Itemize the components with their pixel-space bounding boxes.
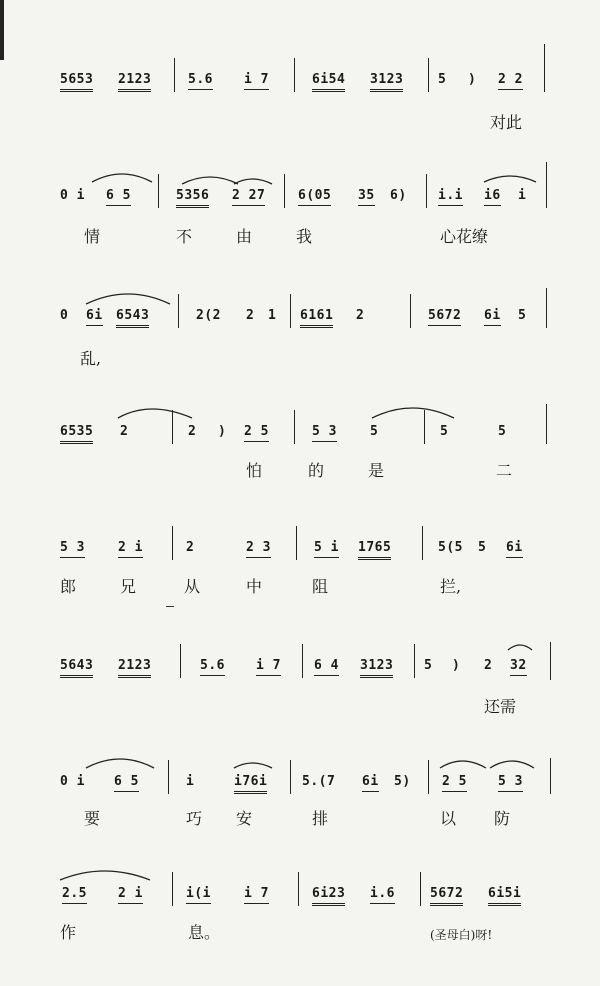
lyric: 阻 bbox=[312, 577, 329, 596]
barline bbox=[178, 294, 179, 328]
note-group: 2 bbox=[188, 424, 197, 439]
barline bbox=[172, 410, 173, 444]
note-group: 2.5 bbox=[62, 886, 87, 904]
note-group: 2 5 bbox=[244, 424, 269, 442]
note-group: 2 2 bbox=[498, 72, 523, 90]
note-group: 2 27 bbox=[232, 188, 265, 206]
lyric: 巧 bbox=[186, 809, 203, 828]
barline bbox=[424, 410, 425, 444]
note-group: 6 5 bbox=[106, 188, 131, 206]
note-group: 6i bbox=[362, 774, 379, 792]
barline bbox=[544, 44, 545, 92]
note-group: 0 i bbox=[60, 188, 85, 203]
barline bbox=[172, 872, 173, 906]
barline bbox=[422, 526, 423, 560]
barline bbox=[546, 288, 547, 328]
barline bbox=[298, 872, 299, 906]
lyric: 不 bbox=[176, 227, 193, 246]
note-group: 6i bbox=[484, 308, 501, 326]
barline bbox=[172, 526, 173, 560]
note-group: ) bbox=[218, 424, 227, 439]
lyric: 怕 bbox=[246, 461, 263, 480]
note-group: i76i bbox=[234, 774, 267, 794]
note-group: 2 i bbox=[118, 540, 143, 558]
note-group: i 7 bbox=[256, 658, 281, 676]
note-group: 5 i bbox=[314, 540, 339, 558]
barline bbox=[414, 644, 415, 678]
note-group: 6i5i bbox=[488, 886, 521, 906]
note-group: 5 3 bbox=[498, 774, 523, 792]
note-group: 5 bbox=[498, 424, 507, 439]
note-group: 5.6 bbox=[188, 72, 213, 90]
note-group: 5 3 bbox=[312, 424, 337, 442]
barline bbox=[546, 162, 547, 208]
note-group: 2123 bbox=[118, 658, 151, 678]
note-group: 2 bbox=[246, 308, 255, 323]
note-group: 6i54 bbox=[312, 72, 345, 92]
note-group: 5 bbox=[478, 540, 487, 555]
barline bbox=[168, 760, 169, 794]
note-group: 5 bbox=[424, 658, 433, 673]
notation-line bbox=[0, 288, 600, 328]
note-group: 0 i bbox=[60, 774, 85, 789]
notation-line bbox=[0, 754, 600, 794]
note-group: 5672 bbox=[428, 308, 461, 326]
spoken-direction: (圣母白)呀! bbox=[430, 928, 493, 942]
note-group: 32 bbox=[510, 658, 527, 676]
note-group: 6161 bbox=[300, 308, 333, 328]
barline bbox=[546, 404, 547, 444]
barline bbox=[294, 410, 295, 444]
barline bbox=[410, 294, 411, 328]
note-group: 6535 bbox=[60, 424, 93, 444]
note-group: 2123 bbox=[118, 72, 151, 92]
note-group: 6i bbox=[86, 308, 103, 326]
note-group: 5672 bbox=[430, 886, 463, 906]
lyric: 以 bbox=[440, 809, 457, 828]
lyric: 安 bbox=[236, 809, 253, 828]
note-group: 6i bbox=[506, 540, 523, 558]
lyric: 的 bbox=[308, 461, 325, 480]
note-group: 6 4 bbox=[314, 658, 339, 676]
lyric: 要 bbox=[84, 809, 101, 828]
lyric: 从 bbox=[184, 577, 201, 596]
barline bbox=[174, 58, 175, 92]
notation-line bbox=[0, 168, 600, 208]
lyric: 息。 bbox=[188, 923, 221, 942]
note-group: 2 bbox=[120, 424, 129, 439]
lyric: 郎 bbox=[60, 577, 77, 596]
note-group: 6i23 bbox=[312, 886, 345, 906]
barline bbox=[290, 760, 291, 794]
barline bbox=[302, 644, 303, 678]
note-group: 5 bbox=[440, 424, 449, 439]
note-group: 5.(7 bbox=[302, 774, 336, 789]
note-group: 1765 bbox=[358, 540, 391, 560]
note-group: i bbox=[518, 188, 527, 203]
note-group: 2 3 bbox=[246, 540, 271, 558]
note-group: 0 bbox=[60, 308, 69, 323]
note-group: 2(2 bbox=[196, 308, 221, 323]
note-group: 2 bbox=[484, 658, 493, 673]
barline bbox=[290, 294, 291, 328]
barline bbox=[550, 642, 551, 680]
note-group: i 7 bbox=[244, 886, 269, 904]
note-group: 6543 bbox=[116, 308, 149, 328]
note-group: i.i bbox=[438, 188, 463, 206]
notation-line bbox=[0, 52, 600, 92]
barline bbox=[296, 526, 297, 560]
barline bbox=[294, 58, 295, 92]
note-group: i(i bbox=[186, 886, 211, 904]
barline bbox=[426, 174, 427, 208]
lyric: 由 bbox=[236, 227, 253, 246]
notation-line bbox=[0, 638, 600, 678]
lyric: 中 bbox=[246, 577, 263, 596]
barline bbox=[158, 174, 159, 208]
barline bbox=[550, 758, 551, 794]
note-group: i 7 bbox=[244, 72, 269, 90]
note-group: 2 bbox=[186, 540, 195, 555]
note-group: 5653 bbox=[60, 72, 93, 92]
barline bbox=[420, 872, 421, 906]
note-group: 5.6 bbox=[200, 658, 225, 676]
lyric: 作 bbox=[60, 923, 77, 942]
note-group: 6(05 bbox=[298, 188, 331, 206]
barline bbox=[180, 644, 181, 678]
note-group: 5 bbox=[518, 308, 527, 323]
note-group: 5) bbox=[394, 774, 411, 789]
note-group: 5643 bbox=[60, 658, 93, 678]
lyric: 对此 bbox=[490, 113, 523, 132]
note-group: 6 5 bbox=[114, 774, 139, 792]
note-group: 5 bbox=[370, 424, 379, 439]
lyric: 是 bbox=[368, 461, 385, 480]
lyric: 兄 bbox=[120, 577, 137, 596]
note-group: ) bbox=[452, 658, 461, 673]
note-group: 1 bbox=[268, 308, 277, 323]
lyric: 乱, bbox=[80, 349, 102, 368]
lyric: 拦, bbox=[440, 577, 462, 596]
note-group: 5 bbox=[438, 72, 447, 87]
margin-mark bbox=[0, 0, 4, 60]
note-group: 2 bbox=[356, 308, 365, 323]
lyric: 防 bbox=[494, 809, 511, 828]
note-group: i.6 bbox=[370, 886, 395, 904]
note-group: 2 i bbox=[118, 886, 143, 904]
note-group: i bbox=[186, 774, 195, 789]
note-group: 5356 bbox=[176, 188, 209, 208]
lyric: 心花缭 bbox=[440, 227, 489, 246]
lyric: 二 bbox=[496, 461, 513, 480]
note-group: 5 3 bbox=[60, 540, 85, 558]
note-group: ) bbox=[468, 72, 477, 87]
lyric: 排 bbox=[312, 809, 329, 828]
stray-mark bbox=[166, 606, 174, 607]
note-group: 3123 bbox=[370, 72, 403, 92]
note-group: 3123 bbox=[360, 658, 393, 678]
lyric: 还需 bbox=[484, 697, 517, 716]
notation-line bbox=[0, 866, 600, 906]
barline bbox=[284, 174, 285, 208]
note-group: i6 bbox=[484, 188, 501, 206]
lyric: 我 bbox=[296, 227, 313, 246]
note-group: 2 5 bbox=[442, 774, 467, 792]
note-group: 35 bbox=[358, 188, 375, 206]
barline bbox=[428, 58, 429, 92]
note-group: 5(5 bbox=[438, 540, 463, 555]
barline bbox=[428, 760, 429, 794]
note-group: 6) bbox=[390, 188, 407, 203]
notation-line bbox=[0, 404, 600, 444]
lyric: 情 bbox=[84, 227, 101, 246]
notation-line bbox=[0, 520, 600, 560]
